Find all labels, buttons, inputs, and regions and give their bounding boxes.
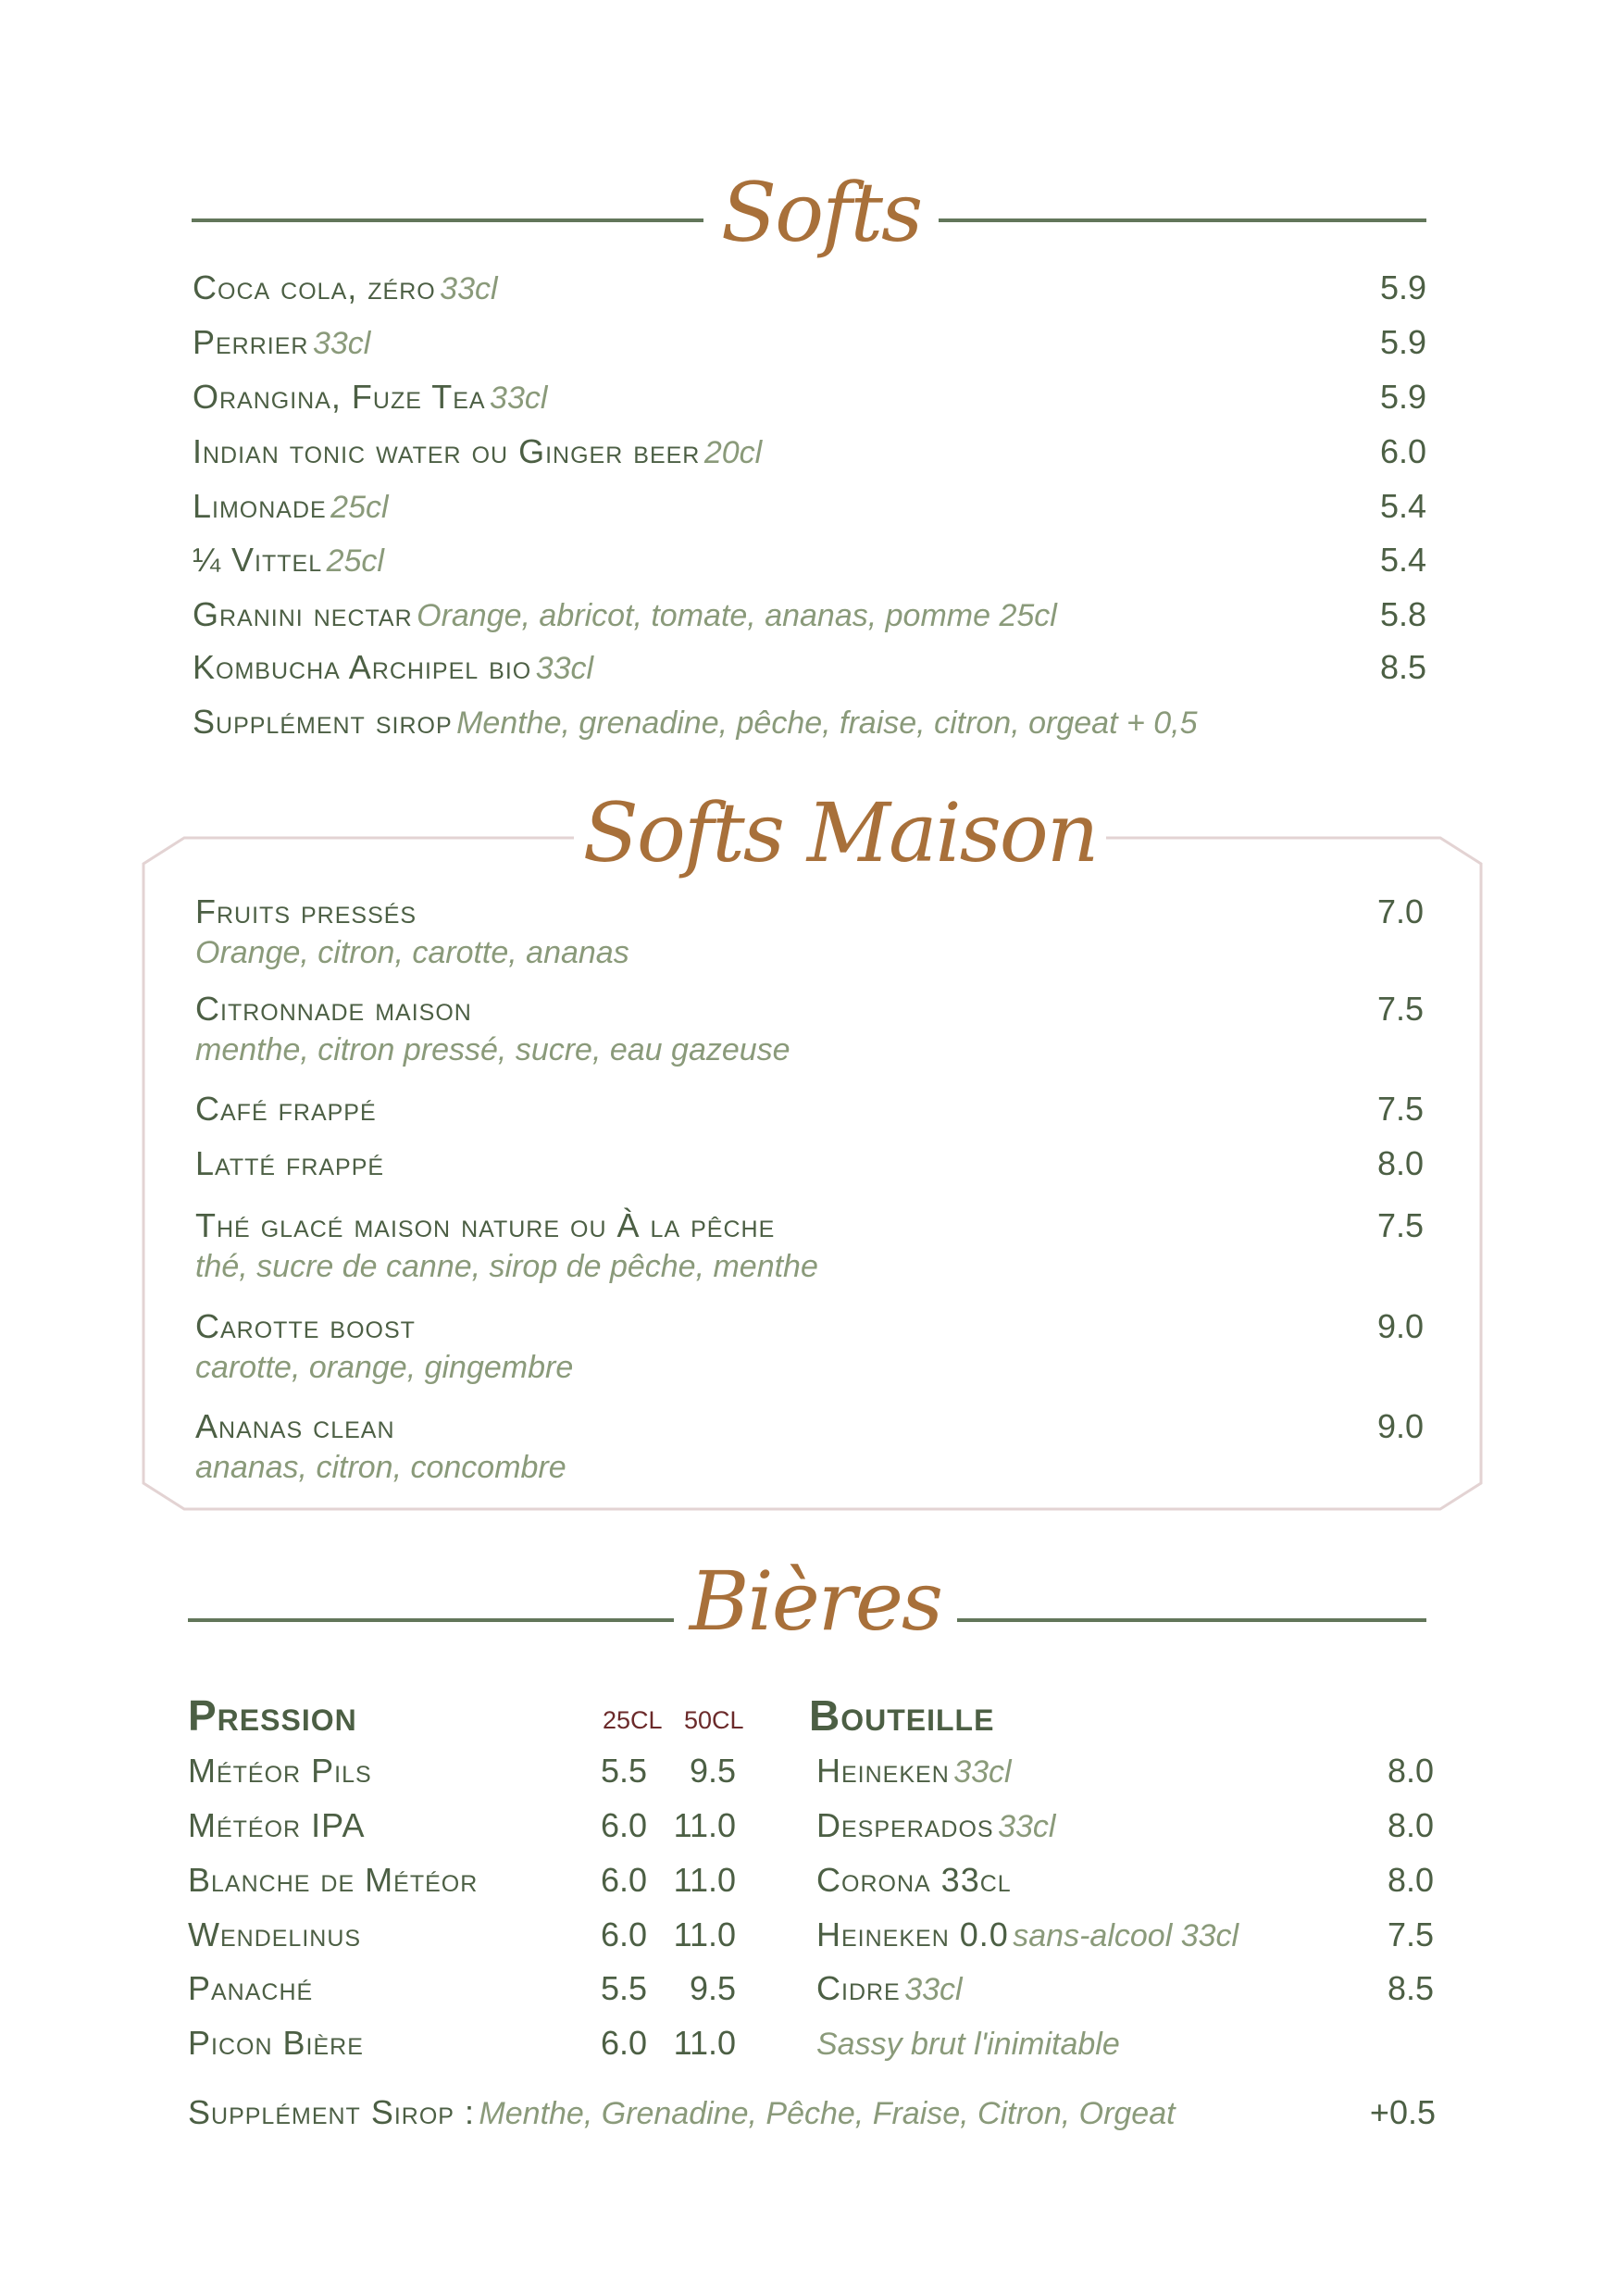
item-detail: Orange, abricot, tomate, ananas, pomme 25cl bbox=[417, 598, 1057, 633]
item-detail: 33cl bbox=[535, 651, 594, 686]
item-name: Citronnade maison bbox=[195, 990, 472, 1028]
beer-supplement bbox=[188, 2090, 1436, 2136]
softs-item bbox=[193, 374, 1426, 420]
beer-name: Cidre bbox=[816, 1969, 901, 2007]
maison-item bbox=[195, 1404, 1424, 1450]
beer-name: Heineken 0.0 bbox=[816, 1915, 1009, 1953]
pression-item bbox=[188, 1803, 743, 1849]
softs-item bbox=[193, 592, 1426, 638]
price-50cl: 9.5 bbox=[689, 1752, 736, 1790]
item-price: 7.5 bbox=[1376, 1090, 1424, 1128]
item-price: 5.4 bbox=[1379, 487, 1426, 525]
maison-item bbox=[195, 986, 1424, 1032]
price-50cl: 11.0 bbox=[673, 1915, 736, 1953]
item-price: 7.0 bbox=[1376, 892, 1424, 930]
beer-name: Météor Pils bbox=[188, 1752, 372, 1790]
beer-name: Météor IPA bbox=[188, 1806, 366, 1844]
beer-price: 8.5 bbox=[1387, 1969, 1434, 2007]
beer-name: Wendelinus bbox=[188, 1915, 362, 1953]
supplement-price: +0.5 bbox=[1369, 2093, 1436, 2131]
item-price: 8.5 bbox=[1379, 648, 1426, 686]
bouteille-item bbox=[816, 1965, 1434, 2012]
bouteille-item bbox=[816, 2020, 1434, 2066]
price-25cl: 6.0 bbox=[600, 1861, 647, 1899]
item-detail: 33cl bbox=[440, 271, 498, 306]
item-detail: 25cl bbox=[326, 543, 384, 579]
item-name: Supplément sirop bbox=[193, 703, 453, 741]
bouteille-item bbox=[816, 1803, 1434, 1849]
item-name: Kombucha Archipel bio bbox=[193, 648, 532, 686]
softs-item bbox=[193, 319, 1426, 366]
item-name: Coca cola, zéro bbox=[193, 268, 436, 306]
softs-rule-left bbox=[192, 218, 703, 222]
price-25cl: 6.0 bbox=[600, 1915, 647, 1953]
beer-detail: 33cl bbox=[998, 1809, 1056, 1844]
price-25cl: 6.0 bbox=[600, 2024, 647, 2062]
softs-item bbox=[193, 483, 1426, 530]
pression-item bbox=[188, 2020, 743, 2066]
item-price: 9.0 bbox=[1376, 1407, 1424, 1445]
item-name: Café frappé bbox=[195, 1090, 377, 1128]
item-detail: 20cl bbox=[703, 435, 763, 470]
item-price: 7.5 bbox=[1376, 1206, 1424, 1244]
bieres-title: Bières bbox=[689, 1554, 942, 1649]
bieres-rule-right bbox=[957, 1618, 1426, 1622]
item-detail: 33cl bbox=[490, 381, 548, 416]
beer-name: Panaché bbox=[188, 1969, 314, 2007]
item-price: 7.5 bbox=[1376, 990, 1424, 1028]
item-name: Ananas clean bbox=[195, 1407, 395, 1445]
item-price: 5.9 bbox=[1379, 378, 1426, 416]
item-name: Thé glacé maison nature ou À la pêche bbox=[195, 1206, 776, 1244]
item-price: 5.8 bbox=[1379, 595, 1426, 633]
softs-item bbox=[193, 429, 1426, 475]
beer-name: Picon Bière bbox=[188, 2024, 364, 2062]
item-detail: 25cl bbox=[330, 490, 389, 525]
item-detail: Menthe, grenadine, pêche, fraise, citron, orgeat + 0,5 bbox=[456, 705, 1198, 741]
beer-name: Blanche de Météor bbox=[188, 1861, 479, 1899]
bouteille-item bbox=[816, 1857, 1434, 1903]
bieres-rule-left bbox=[188, 1618, 674, 1622]
price-50cl: 11.0 bbox=[673, 1861, 736, 1899]
maison-item bbox=[195, 889, 1424, 935]
item-detail: ananas, citron, concombre bbox=[195, 1450, 566, 1485]
item-detail: carotte, orange, gingembre bbox=[195, 1350, 574, 1385]
bouteille-header: Bouteille bbox=[809, 1691, 995, 1740]
beer-name: Desperados bbox=[816, 1806, 994, 1844]
beer-name: Corona 33cl bbox=[816, 1861, 1012, 1899]
beer-detail: Sassy brut l'inimitable bbox=[816, 2027, 1120, 2062]
maison-item bbox=[195, 1086, 1424, 1132]
softs-item bbox=[193, 644, 1426, 691]
beer-price: 8.0 bbox=[1387, 1806, 1434, 1844]
item-detail: thé, sucre de canne, sirop de pêche, menthe bbox=[195, 1249, 818, 1284]
beer-detail: 33cl bbox=[953, 1754, 1012, 1790]
beer-price: 7.5 bbox=[1387, 1915, 1434, 1953]
pression-item bbox=[188, 1748, 743, 1794]
col-25cl: 25CL bbox=[603, 1706, 663, 1734]
maison-item bbox=[195, 1304, 1424, 1350]
pression-item bbox=[188, 1912, 743, 1958]
col-50cl: 50CL bbox=[684, 1706, 744, 1734]
price-50cl: 11.0 bbox=[673, 1806, 736, 1844]
item-price: 5.9 bbox=[1379, 268, 1426, 306]
item-price: 8.0 bbox=[1376, 1144, 1424, 1182]
item-name: Limonade bbox=[193, 487, 327, 525]
softs-item bbox=[193, 537, 1426, 583]
item-detail: 33cl bbox=[312, 326, 371, 361]
item-price: 6.0 bbox=[1379, 432, 1426, 470]
item-name: Perrier bbox=[193, 323, 309, 361]
maison-item bbox=[195, 1141, 1424, 1187]
beer-name: Heineken bbox=[816, 1752, 950, 1790]
item-name: Indian tonic water ou Ginger beer bbox=[193, 432, 701, 470]
price-25cl: 5.5 bbox=[600, 1969, 647, 2007]
item-name: Granini nectar bbox=[193, 595, 413, 633]
bouteille-item bbox=[816, 1748, 1434, 1794]
pression-item bbox=[188, 1965, 743, 2012]
bouteille-item bbox=[816, 1912, 1434, 1958]
maison-item bbox=[195, 1203, 1424, 1249]
softs-item bbox=[193, 265, 1426, 311]
item-detail: menthe, citron pressé, sucre, eau gazeuse bbox=[195, 1032, 790, 1067]
softs-item bbox=[193, 699, 1426, 745]
item-price: 5.4 bbox=[1379, 541, 1426, 579]
beer-detail: 33cl bbox=[904, 1972, 963, 2007]
softs-rule-right bbox=[939, 218, 1426, 222]
item-name: Latté frappé bbox=[195, 1144, 385, 1182]
item-name: Fruits pressés bbox=[195, 892, 417, 930]
price-25cl: 6.0 bbox=[600, 1806, 647, 1844]
price-50cl: 9.5 bbox=[689, 1969, 736, 2007]
item-name: Carotte boost bbox=[195, 1307, 416, 1345]
item-name: ¼ Vittel bbox=[193, 541, 323, 579]
item-name: Orangina, Fuze Tea bbox=[193, 378, 486, 416]
item-price: 9.0 bbox=[1376, 1307, 1424, 1345]
item-detail: Orange, citron, carotte, ananas bbox=[195, 935, 629, 970]
pression-item bbox=[188, 1857, 743, 1903]
softs-maison-title: Softs Maison bbox=[582, 785, 1098, 880]
pression-header: Pression bbox=[188, 1691, 357, 1740]
price-50cl: 11.0 bbox=[673, 2024, 736, 2062]
supplement-name: Supplément Sirop : bbox=[188, 2093, 475, 2131]
beer-price: 8.0 bbox=[1387, 1752, 1434, 1790]
beer-price: 8.0 bbox=[1387, 1861, 1434, 1899]
beer-detail: sans-alcool 33cl bbox=[1013, 1918, 1239, 1953]
price-25cl: 5.5 bbox=[600, 1752, 647, 1790]
supplement-detail: Menthe, Grenadine, Pêche, Fraise, Citron, Orgeat bbox=[479, 2096, 1176, 2131]
item-price: 5.9 bbox=[1379, 323, 1426, 361]
softs-title: Softs bbox=[720, 165, 922, 260]
